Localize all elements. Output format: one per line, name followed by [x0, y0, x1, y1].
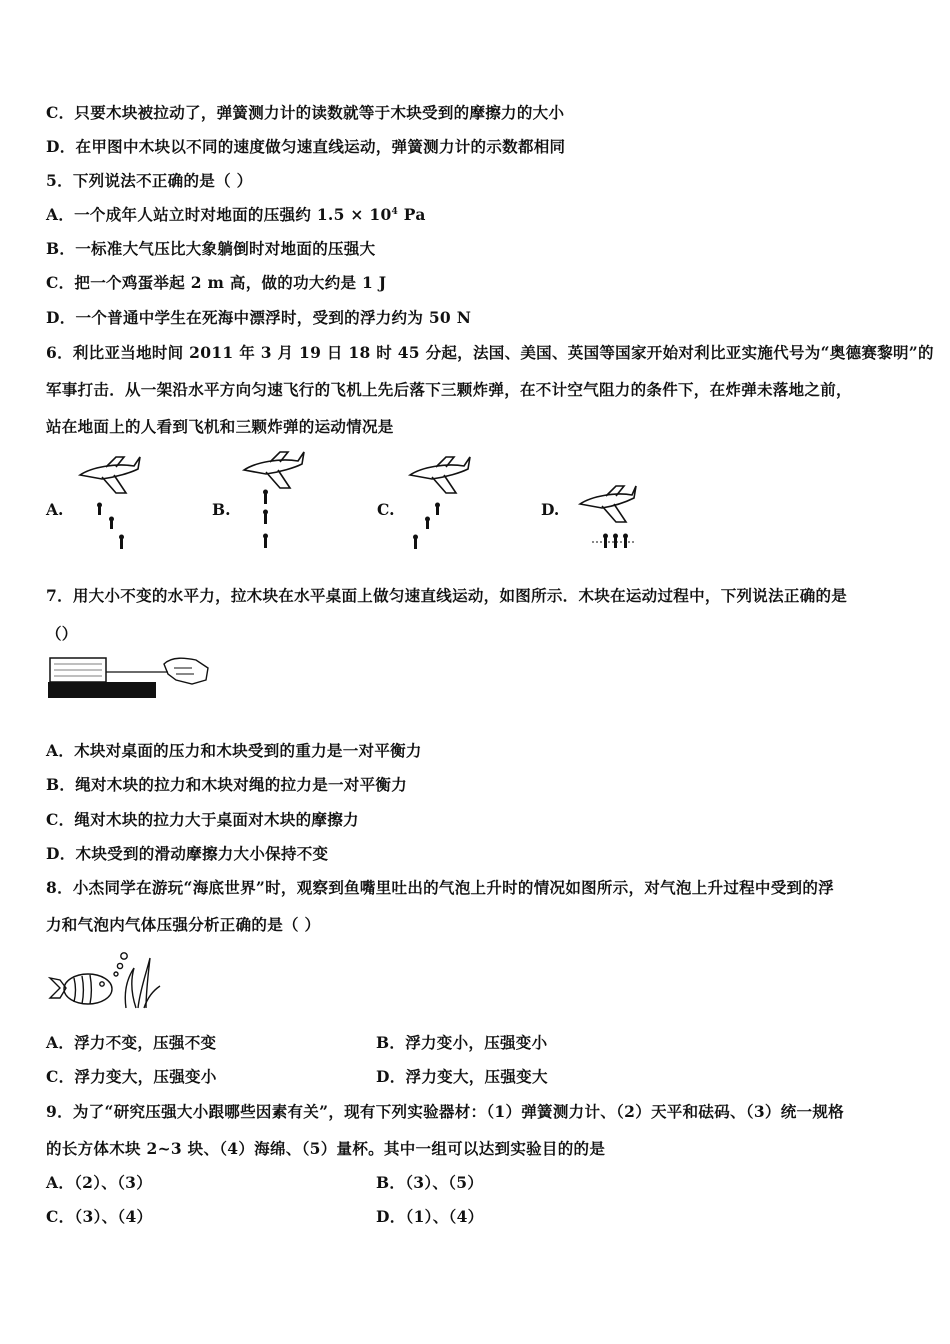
question-9-option-b: B．（3）、（5） — [376, 1173, 484, 1192]
question-8-stem-line1: 8．小杰同学在游玩“海底世界”时，观察到鱼嘴里吐出的气泡上升时的情况如图所示，对气泡上升过程中受到的浮 — [46, 878, 834, 897]
question-9-option-a: A．（2）、（3） — [46, 1173, 153, 1192]
question-5-option-b: B．一标准大气压比大象躺倒时对地面的压强大 — [46, 239, 376, 258]
question-8-option-a: A．浮力不变，压强不变 — [46, 1033, 217, 1052]
q5a-exponent: 4 — [391, 207, 399, 217]
question-5-option-d: D．一个普通中学生在死海中漂浮时，受到的浮力约为 50 N — [46, 308, 472, 327]
question-7-stem-line2: （） — [46, 624, 78, 643]
q6-option-b-figure — [238, 448, 318, 556]
q6-option-d-figure — [570, 482, 650, 554]
question-6-stem-line2: 军事打击．从一架沿水平方向匀速飞行的飞机上先后落下三颗炸弹，在不计空气阻力的条件下，在炸弹未落地之前， — [46, 380, 852, 399]
question-7-option-b: B．绳对木块的拉力和木块对绳的拉力是一对平衡力 — [46, 775, 408, 794]
q6-option-c-label: C. — [377, 500, 395, 519]
q6-option-b-label: B. — [212, 500, 231, 519]
question-8-option-c: C．浮力变大，压强变小 — [46, 1067, 217, 1086]
option-c-line: C．只要木块被拉动了，弹簧测力计的读数就等于木块受到的摩擦力的大小 — [46, 103, 565, 122]
q8-fish-bubbles-figure — [44, 944, 164, 1010]
option-d-line: D．在甲图中木块以不同的速度做匀速直线运动，弹簧测力计的示数都相同 — [46, 137, 566, 156]
q5a-unit: Pa — [398, 205, 426, 224]
question-7-option-a: A．木块对桌面的压力和木块受到的重力是一对平衡力 — [46, 741, 422, 760]
q6-option-d-label: D. — [541, 500, 560, 519]
q5a-text: A．一个成年人站立时对地面的压强约 1.5 × 10 — [46, 205, 392, 224]
question-7-option-c: C．绳对木块的拉力大于桌面对木块的摩擦力 — [46, 810, 359, 829]
question-9-stem-line1: 9．为了“研究压强大小跟哪些因素有关”，现有下列实验器材：（1）弹簧测力计、（2）天平和砝码、（3）统一规格 — [46, 1102, 844, 1121]
question-6-stem-line1: 6．利比亚当地时间 2011 年 3 月 19 日 18 时 45 分起，法国、美国、英国等国家开始对利比亚实施代号为“奥德赛黎明”的 — [46, 343, 934, 362]
q6-option-a-label: A. — [46, 500, 64, 519]
question-9-option-c: C．（3）、（4） — [46, 1207, 153, 1226]
question-5-option-c: C．把一个鸡蛋举起 2 m 高，做的功大约是 1 J — [46, 273, 387, 292]
question-8-stem-line2: 力和气泡内气体压强分析正确的是（ ） — [46, 915, 321, 934]
question-8-option-d: D．浮力变大，压强变大 — [376, 1067, 548, 1086]
q7-block-figure — [46, 650, 216, 702]
q6-option-c-figure — [402, 453, 482, 558]
question-7-stem-line1: 7．用大小不变的水平力，拉木块在水平桌面上做匀速直线运动，如图所示．木块在运动过程中，下列说法正确的是 — [46, 586, 848, 605]
question-9-stem-line2: 的长方体木块 2~3 块、（4）海绵、（5）量杯。其中一组可以达到实验目的的是 — [46, 1139, 606, 1158]
question-9-option-d: D．（1）、（4） — [376, 1207, 484, 1226]
question-6-stem-line3: 站在地面上的人看到飞机和三颗炸弹的运动情况是 — [46, 417, 394, 436]
question-5-stem: 5．下列说法不正确的是（ ） — [46, 171, 253, 190]
question-5-option-a — [46, 203, 426, 225]
question-7-option-d: D．木块受到的滑动摩擦力大小保持不变 — [46, 844, 329, 863]
q6-option-a-figure — [72, 453, 152, 558]
question-8-option-b: B．浮力变小，压强变小 — [376, 1033, 548, 1052]
